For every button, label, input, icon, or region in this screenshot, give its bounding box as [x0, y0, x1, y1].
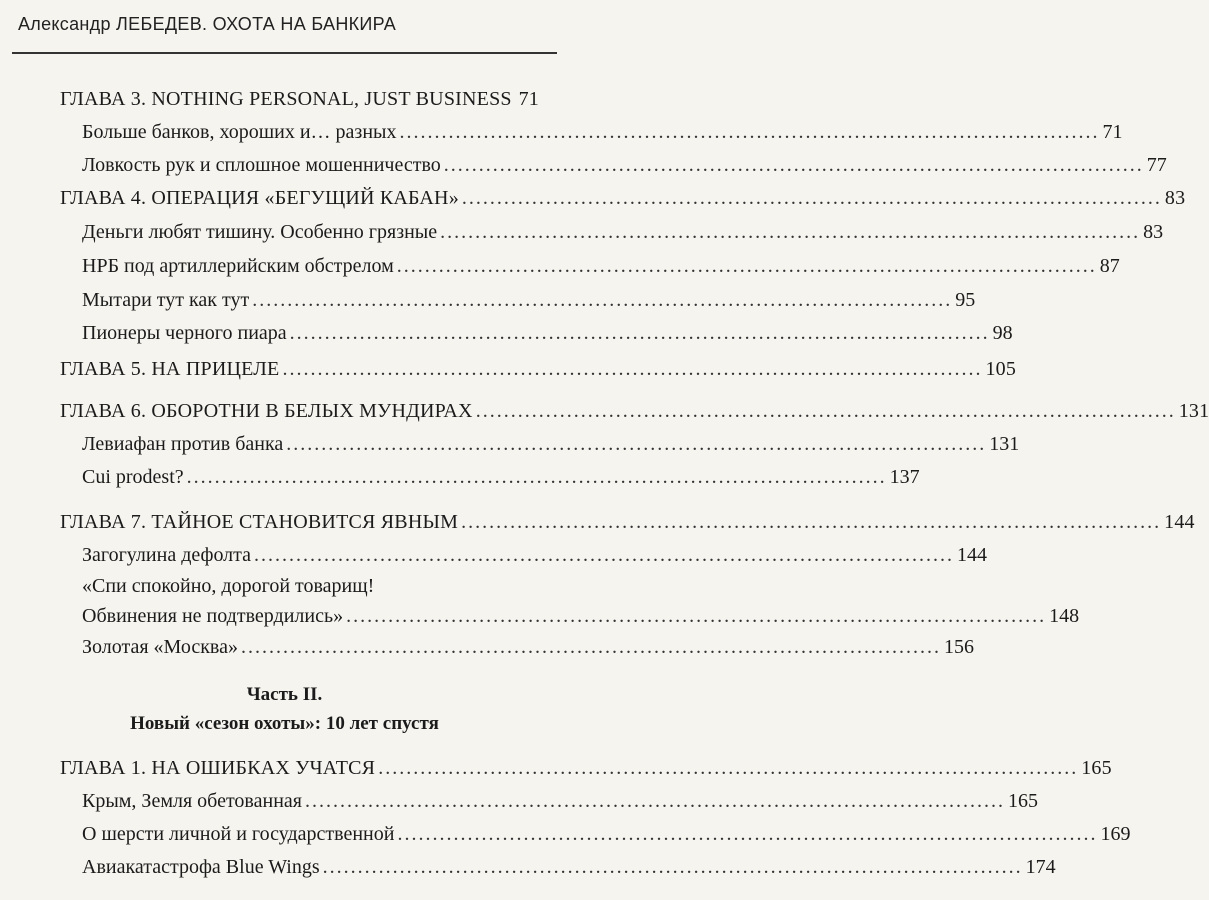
leader-dots: ....................................................................................................: [396, 255, 1097, 277]
leader-dots: ....................................................................................................: [322, 856, 1023, 878]
toc-entry-section: [82, 433, 1020, 456]
toc-entry-page: 131: [1178, 400, 1209, 422]
leader-dots: ....................................................................................................: [286, 433, 987, 455]
toc-entry-page: 169: [1100, 823, 1131, 845]
part-subtitle: Новый «сезон охоты»: 10 лет спустя: [130, 713, 439, 734]
leader-dots: ....................................................................................................: [304, 790, 1005, 812]
toc-entry-title: Золотая «Москва»: [82, 636, 238, 658]
toc-entry-title: ГЛАВА 1. НА ОШИБКАХ УЧАТСЯ: [60, 757, 376, 779]
toc-entry-title: ГЛАВА 7. ТАЙНОЕ СТАНОВИТСЯ ЯВНЫМ: [60, 511, 459, 533]
header-rule: [12, 52, 557, 54]
leader-dots: ....................................................................................................: [443, 154, 1144, 176]
toc-entry-section: [82, 121, 1123, 144]
toc-entry-title: Загогулина дефолта: [82, 544, 252, 566]
toc-entry-chapter-1: [60, 757, 1112, 780]
toc-entry-title: Деньги любят тишину. Особенно грязные: [82, 221, 438, 243]
toc-entry-section: [82, 544, 988, 567]
toc-entry-page: 144: [1164, 511, 1195, 533]
toc-entry-chapter-6: [60, 400, 1209, 423]
leader-dots: ....................................................................................................: [440, 221, 1141, 243]
toc-entry-section: [82, 221, 1164, 244]
leader-dots: ....................................................................................................: [475, 400, 1176, 422]
toc-entry-title: Обвинения не подтвердились»: [82, 605, 344, 627]
toc-entry-page: 174: [1025, 856, 1056, 878]
leader-dots: ....................................................................................................: [254, 544, 955, 566]
toc-entry-title: ГЛАВА 3. NOTHING PERSONAL, JUST BUSINESS: [60, 88, 512, 110]
toc-entry-chapter-3: [60, 88, 539, 111]
running-header: Александр ЛЕБЕДЕВ. ОХОТА НА БАНКИРА: [18, 14, 397, 34]
leader-dots: ....................................................................................................: [282, 358, 983, 380]
toc-entry-section: [82, 790, 1038, 813]
toc-entry-section: [82, 636, 974, 659]
toc-entry-section: [82, 466, 920, 489]
toc-entry-chapter-7: [60, 511, 1195, 534]
toc-entry-section: [82, 856, 1056, 879]
toc-entry-section: [82, 154, 1167, 177]
toc-entry-page: 77: [1146, 154, 1167, 176]
leader-dots: ....................................................................................................: [252, 289, 953, 311]
toc-entry-page: 83: [1164, 187, 1186, 209]
toc-entry-page: 165: [1081, 757, 1112, 779]
toc-entry-page: 165: [1007, 790, 1038, 812]
toc-entry-page: 71: [518, 88, 539, 110]
toc-entry-section: [82, 289, 976, 312]
toc-entry-title: Крым, Земля обетованная: [82, 790, 302, 812]
toc-entry-title: О шерсти личной и государственной: [82, 823, 395, 845]
toc-entry-section: [82, 575, 539, 598]
toc-entry-section: [82, 255, 1120, 278]
leader-dots: ....................................................................................................: [346, 605, 1047, 627]
leader-dots: ....................................................................................................: [378, 757, 1079, 779]
toc-entry-section: [82, 823, 1131, 846]
toc-entry-title: ГЛАВА 5. НА ПРИЦЕЛЕ: [60, 358, 280, 380]
leader-dots: ....................................................................................................: [461, 511, 1162, 533]
toc-entry-page: 105: [985, 358, 1017, 380]
leader-dots: ....................................................................................................: [186, 466, 887, 488]
toc-entry-page: 144: [957, 544, 988, 566]
leader-dots: ....................................................................................................: [289, 322, 990, 344]
toc-entry-title: Левиафан против банка: [82, 433, 284, 455]
toc-entry-page: 87: [1099, 255, 1120, 277]
toc-entry-title: Мытари тут как тут: [82, 289, 250, 311]
leader-dots: [515, 88, 516, 111]
toc-entry-page: 131: [989, 433, 1020, 455]
toc-entry-page: 98: [992, 322, 1013, 344]
toc-entry-title: ГЛАВА 6. ОБОРОТНИ В БЕЛЫХ МУНДИРАХ: [60, 400, 473, 422]
leader-dots: ....................................................................................................: [399, 121, 1100, 143]
toc-entry-title: ГЛАВА 4. ОПЕРАЦИЯ «БЕГУЩИЙ КАБАН»: [60, 187, 459, 209]
leader-dots: ....................................................................................................: [397, 823, 1098, 845]
leader-dots: ....................................................................................................: [240, 636, 941, 658]
toc-entry-title: Ловкость рук и сплошное мошенничество: [82, 154, 441, 176]
toc-entry-title: Больше банков, хороших и… разных: [82, 121, 397, 143]
toc-entry-page: 95: [955, 289, 976, 311]
toc-entry-page: 83: [1143, 221, 1164, 243]
toc-entry-page: 71: [1102, 121, 1123, 143]
toc-entry-title: «Спи спокойно, дорогой товарищ!: [82, 575, 375, 597]
part-label: Часть II.: [246, 684, 323, 705]
toc-entry-title: НРБ под артиллерийским обстрелом: [82, 255, 394, 277]
toc-entry-page: 156: [943, 636, 974, 658]
toc-entry-chapter-5: [60, 358, 1017, 381]
toc-entry-title: Cui prodest?: [82, 466, 184, 488]
toc-entry-section: [82, 322, 1013, 345]
toc-entry-section: [82, 605, 1080, 628]
leader-dots: ....................................................................................................: [461, 187, 1162, 209]
toc-entry-title: Авиакатастрофа Blue Wings: [82, 856, 320, 878]
toc-entry-chapter-4: [60, 187, 1186, 210]
toc-entry-title: Пионеры черного пиара: [82, 322, 287, 344]
toc-entry-page: 137: [889, 466, 920, 488]
toc-entry-page: 148: [1049, 605, 1080, 627]
